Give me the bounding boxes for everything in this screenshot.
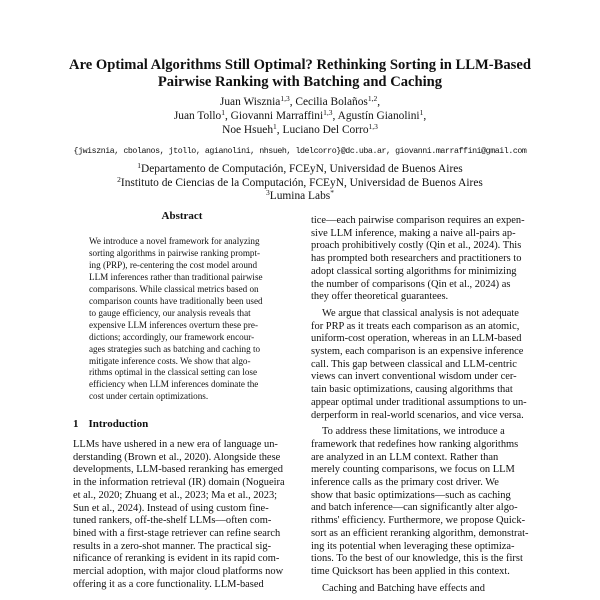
intro-text-line: are analyzed in an LLM context. Rather than bbox=[311, 451, 499, 463]
intro-text-line: views can invert conventional wisdom under cer- bbox=[311, 371, 517, 383]
intro-text-line: Caching and Batching have effects and bbox=[322, 582, 485, 594]
intro-text-line: tice—each pairwise comparison requires an expen- bbox=[311, 215, 525, 226]
intro-text-line: merely counting comparisons, we focus on LLM bbox=[311, 464, 515, 476]
author-affil-sup: 1 bbox=[419, 107, 424, 117]
intro-text-line: ing its potential when leveraging these optimiza- bbox=[311, 540, 515, 552]
intro-text-line: nificance of reranking is evident in its rapid com- bbox=[73, 553, 280, 565]
intro-left-column bbox=[73, 439, 296, 591]
abstract-line: dictions; accordingly, our framework encour- bbox=[89, 331, 255, 342]
abstract-line: expensive LLM inferences overturn these pre- bbox=[89, 319, 258, 330]
intro-text-line: for PRP as it treats each comparison as an atomic, bbox=[311, 320, 520, 332]
abstract-line: cost under certain optimizations. bbox=[89, 391, 209, 402]
intro-text-line: rithms' efficiency. Furthermore, we propose Quick- bbox=[311, 515, 526, 527]
intro-text-line: adopt classical sorting algorithms for minimizing bbox=[311, 265, 517, 277]
abstract-line: comparison counts have traditionally been used bbox=[89, 295, 263, 306]
author-name: Luciano Del Corro bbox=[282, 123, 369, 136]
intro-text-line: show that basic optimizations—such as caching bbox=[311, 489, 511, 501]
intro-text-line: framework that redefines how ranking algorithms bbox=[311, 438, 519, 450]
intro-text-line: appear optimal under traditional assumptions to un- bbox=[311, 396, 527, 408]
author-affil-sup: 1,3 bbox=[280, 94, 290, 103]
intro-text-line: in the information retrieval (IR) domain (Nogueira bbox=[73, 477, 285, 489]
intro-text-line: the number of comparisons (Qin et al., 2024) as bbox=[311, 278, 511, 290]
paper-title bbox=[40, 57, 560, 91]
intro-paragraph bbox=[311, 583, 530, 596]
author-name: Juan Tollo bbox=[173, 109, 222, 122]
intro-text-line: mercial adoption, with major cloud platforms now bbox=[73, 566, 284, 578]
intro-text-line: system, each comparison is an expensive inference bbox=[311, 346, 524, 358]
author-affil-sup: 1,3 bbox=[323, 107, 333, 117]
intro-text-line: time Quicksort has been applied in this context. bbox=[311, 565, 510, 577]
author-emails: {jwisznia, cbolanos, jtollo, agianolini, nhsueh, ldelcorro}@dc.uba.ar, giovanni.marraffini@gmail.com bbox=[73, 147, 527, 156]
intro-paragraph bbox=[311, 426, 530, 578]
intro-paragraph bbox=[311, 215, 530, 304]
abstract-line: ing (PRP), re-centering the cost model around bbox=[89, 259, 258, 270]
intro-right-column bbox=[311, 215, 530, 595]
abstract-line: LLM inferences rather than traditional pairwise bbox=[89, 271, 263, 282]
author-name: Juan Wisznia bbox=[219, 96, 281, 108]
intro-text-line: uniform-cost operation, whereas in an LLM-based bbox=[311, 333, 522, 345]
intro-text-line: tain basic optimizations, causing algorithms that bbox=[311, 384, 513, 396]
intro-text-line: and batch inference—can significantly alter algo- bbox=[311, 502, 518, 514]
intro-text-line: has prompted both researchers and practitioners to bbox=[311, 253, 522, 265]
intro-text-line: derperform in real-world scenarios, and vice versa. bbox=[311, 409, 524, 421]
intro-text-line: LLMs have ushered in a new era of language un- bbox=[73, 439, 278, 450]
abstract-heading: Abstract bbox=[161, 210, 203, 222]
author-row-3: Noe Hsueh$^1$, Luciano Del Corro$^{1,3}$ bbox=[222, 121, 378, 136]
intro-text-line: tions. To the best of our knowledge, this is the first bbox=[311, 553, 523, 565]
affiliation bbox=[40, 174, 560, 191]
affiliation-text: Departamento de Computación, FCEyN, Universidad de Buenos Aires bbox=[141, 163, 463, 175]
author-affil-sup: 1 bbox=[273, 121, 277, 131]
affiliation-sup: 1 bbox=[137, 161, 141, 170]
affiliation-text: Lumina Labs bbox=[269, 190, 331, 203]
abstract-line: to gauge efficiency, our analysis reveals that bbox=[89, 307, 251, 318]
section-title: Introduction bbox=[88, 418, 149, 430]
intro-text-line: To address these limitations, we introduce a bbox=[322, 426, 505, 438]
intro-text-line: tuned rankers, off-the-shelf LLMs—often com- bbox=[73, 515, 272, 527]
author-name: Noe Hsueh bbox=[222, 123, 274, 136]
abstract-line: ages strategies such as batching and caching to bbox=[89, 343, 261, 354]
section-heading-introduction bbox=[73, 418, 158, 430]
affiliation-text: Instituto de Ciencias de la Computación, FCEyN, Universidad de Buenos Aires bbox=[120, 176, 483, 189]
intro-text-line: Sun et al., 2024). Instead of using custom fine- bbox=[73, 502, 269, 514]
intro-text-line: sort as an efficient reranking algorithm, demonstrat- bbox=[311, 527, 529, 539]
affiliation-sup: 2 bbox=[117, 174, 121, 184]
author-list bbox=[40, 96, 560, 137]
intro-text-line: results in a zero-shot manner. The practical sig- bbox=[73, 540, 272, 552]
abstract-body bbox=[89, 236, 275, 403]
intro-paragraph bbox=[311, 308, 530, 422]
author-affil-sup: 1 bbox=[221, 107, 225, 117]
intro-text-line: call. This gap between classical and LLM-centric bbox=[311, 358, 517, 370]
abstract-line: efficiency when LLM inferences dominate the bbox=[89, 379, 259, 390]
intro-text-line: derstanding (Brown et al., 2020). Alongside these bbox=[73, 451, 281, 463]
abstract-line: comparisons. While classical metrics based on bbox=[89, 283, 259, 294]
section-number: 1 bbox=[73, 418, 79, 430]
author-name: Agustín Gianolini bbox=[337, 109, 420, 122]
author-affil-sup: 1,3 bbox=[368, 121, 378, 131]
intro-text-line: We argue that classical analysis is not adequate bbox=[322, 307, 519, 319]
abstract-line: We introduce a novel framework for analyzing bbox=[89, 236, 260, 246]
affiliation-sup: 3 bbox=[266, 188, 270, 198]
intro-text-line: offering it as a core functionality. LLM-based bbox=[73, 578, 264, 590]
author-row-2: Juan Tollo$^1$, Giovanni Marraffini$^{1,3}$, Agustín Gianolini$^1$, bbox=[173, 107, 427, 122]
intro-text-line: proach prohibitively costly (Qin et al., 2024). This bbox=[311, 240, 522, 252]
author-row-1: Juan Wisznia$^{1,3}$, Cecilia Bolaños$^{1,2}$, bbox=[219, 94, 381, 108]
intro-text-line: et al., 2020; Zhuang et al., 2023; Ma et al., 2023; bbox=[73, 489, 278, 501]
affiliation-footnote-mark: * bbox=[330, 188, 334, 198]
intro-text-line: bined with a first-stage retriever can refine search bbox=[73, 527, 281, 539]
author-name: Giovanni Marraffini bbox=[230, 109, 324, 122]
affiliation-list bbox=[40, 163, 560, 204]
intro-text-line: developments, LLM-based reranking has emerged bbox=[73, 464, 283, 476]
title-line-1: Are Optimal Algorithms Still Optimal? Rethinking Sorting in LLM-Based bbox=[69, 57, 531, 73]
abstract-line: mitigate inference costs. We show that algo- bbox=[89, 355, 251, 366]
abstract-line: rithms optimal in the classical setting can lose bbox=[89, 367, 258, 378]
intro-text-line: they offer theoretical guarantees. bbox=[311, 291, 449, 303]
author-affil-sup: 1,2 bbox=[367, 94, 378, 103]
author-name: Cecilia Bolaños bbox=[295, 96, 368, 108]
abstract-line: sorting algorithms in pairwise ranking prompt- bbox=[89, 247, 261, 258]
intro-text-line: inference calls as the primary cost driver. We bbox=[311, 477, 499, 489]
affiliation bbox=[40, 190, 560, 204]
intro-text-line: sive LLM inference, making a naive all-pairs ap- bbox=[311, 227, 516, 239]
title-line-2: Pairwise Ranking with Batching and Caching bbox=[157, 74, 443, 90]
